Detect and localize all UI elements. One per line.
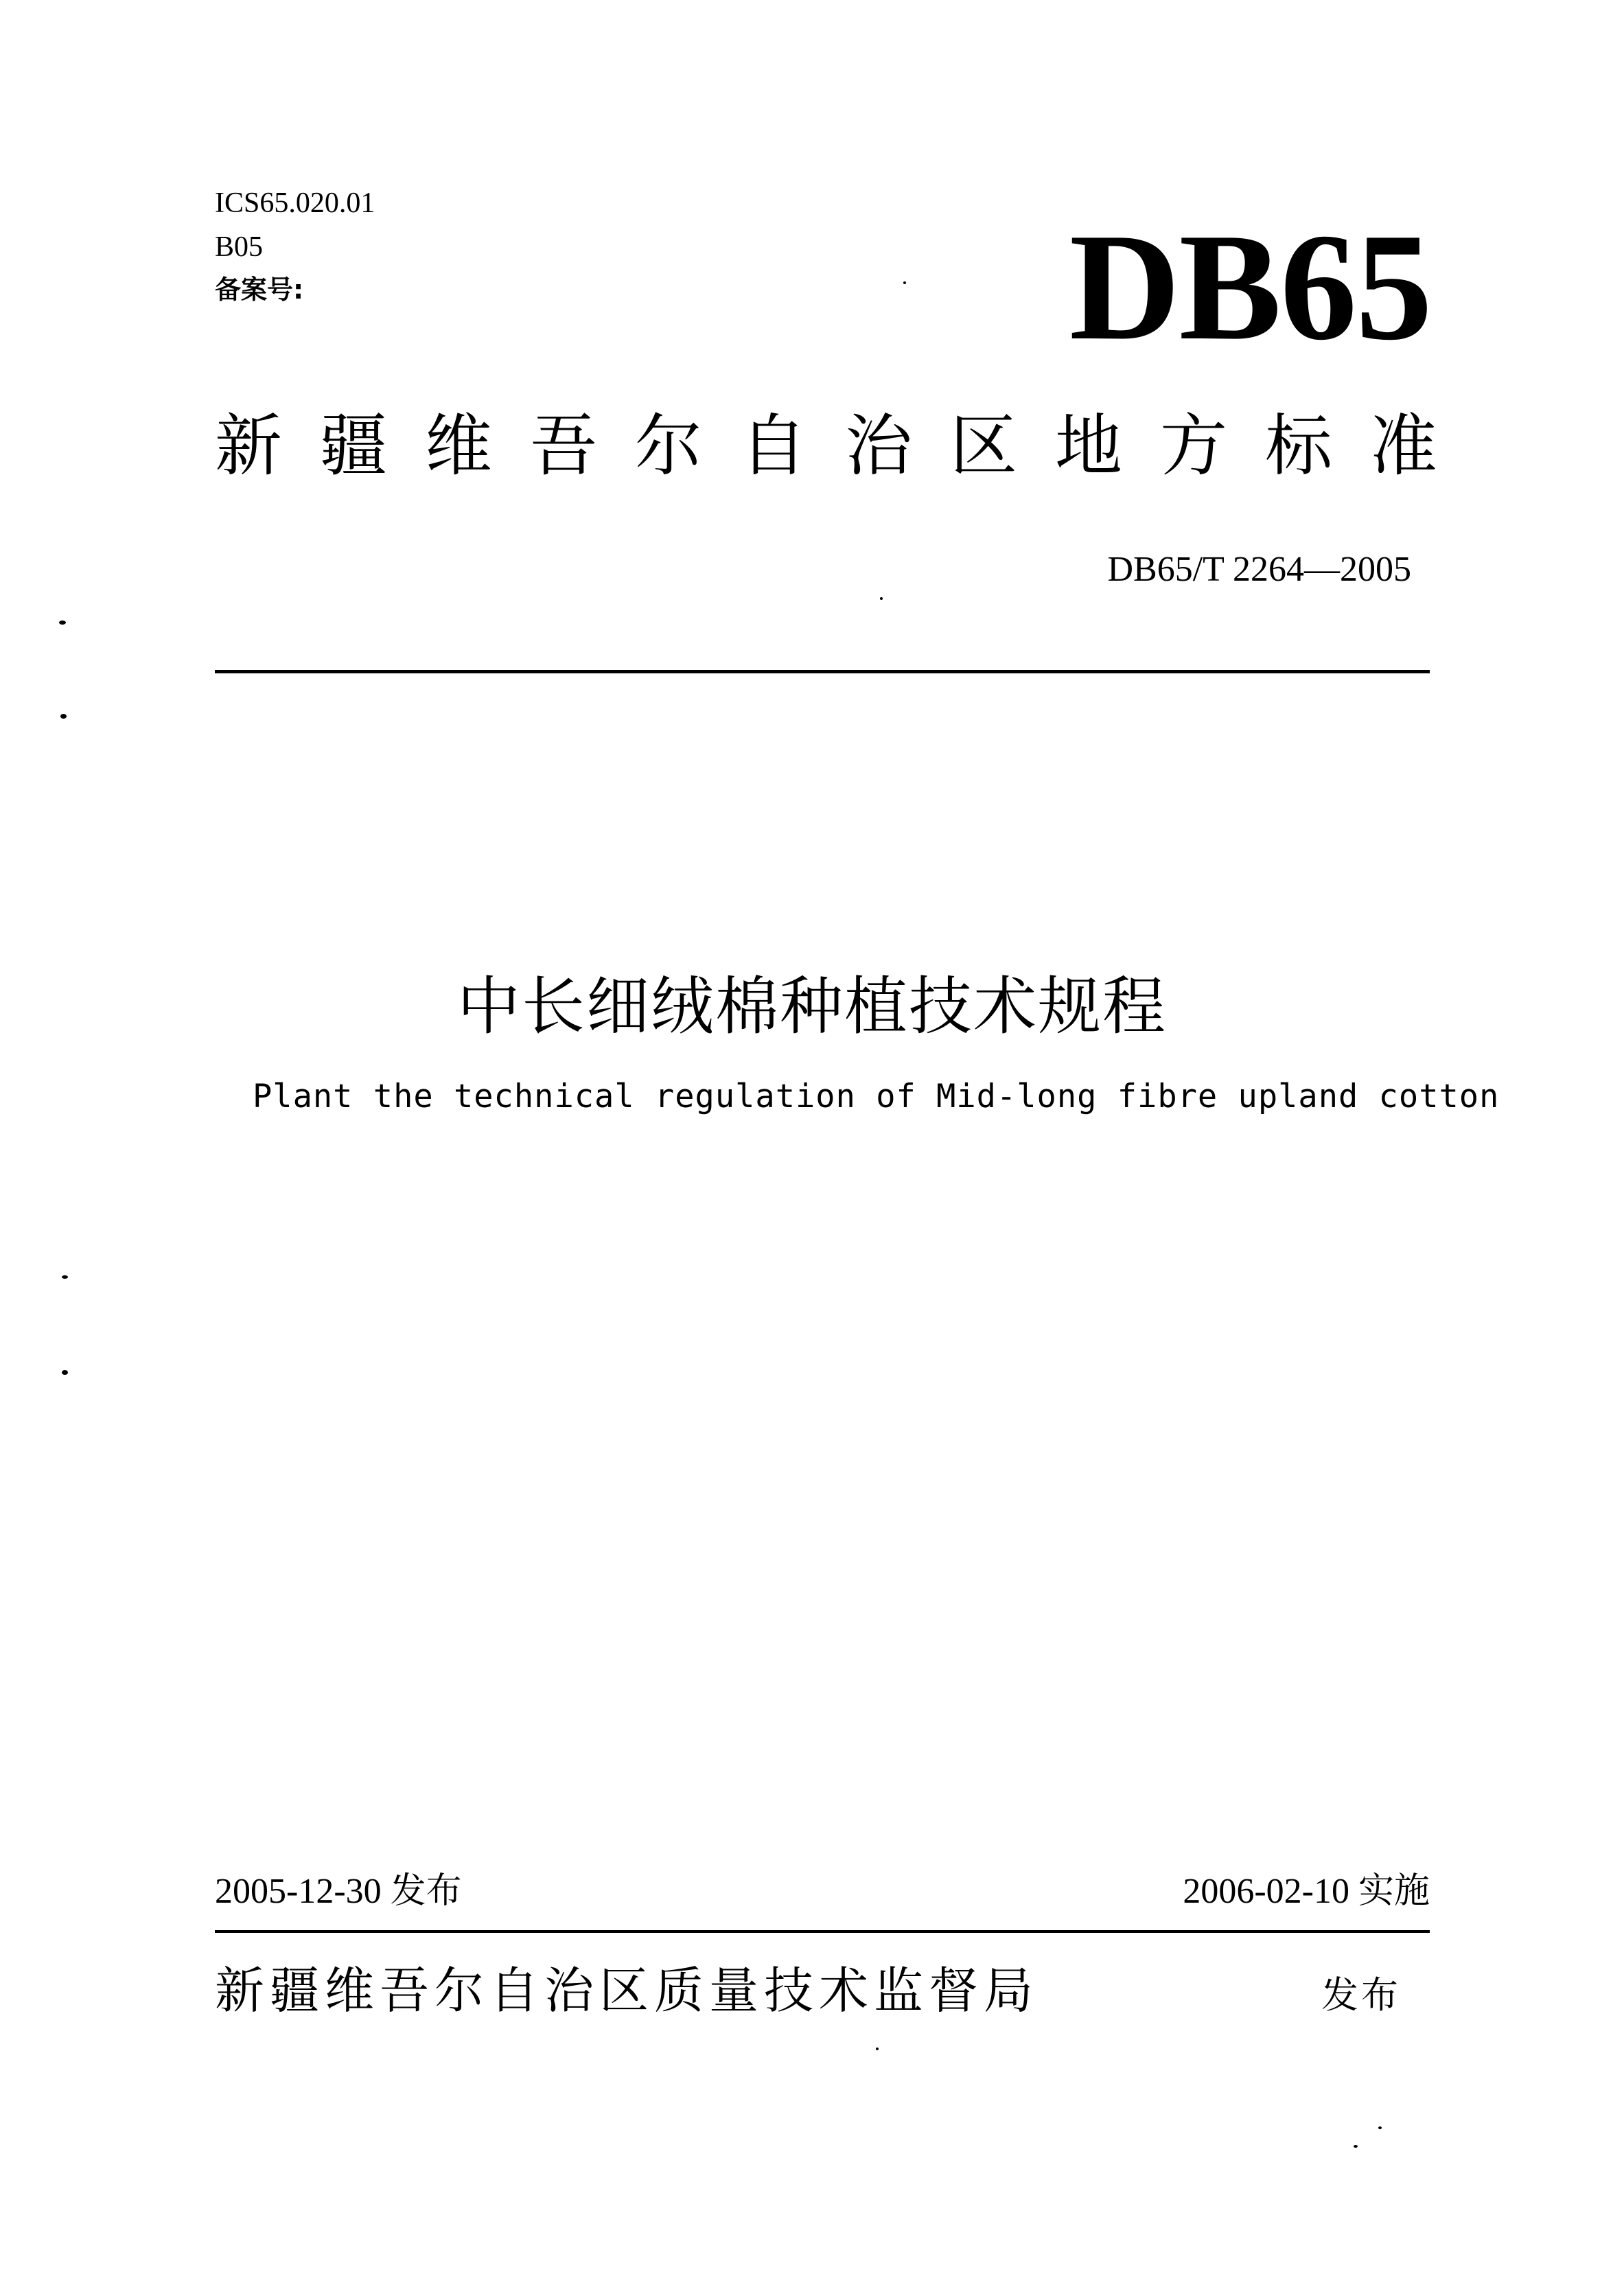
scan-speck — [1378, 2126, 1382, 2129]
header-divider — [215, 670, 1430, 673]
classification-code: B05 — [215, 231, 264, 263]
scan-speck — [62, 1370, 68, 1375]
issuing-authority: 新疆维吾尔自治区质量技术监督局 — [215, 1962, 1039, 2019]
standard-type-heading: 新疆维吾尔自治区地方标准 — [215, 407, 1476, 485]
scan-speck — [62, 1275, 68, 1279]
document-title-en: Plant the technical regulation of Mid-long fibre upland cotton — [253, 1078, 1500, 1115]
scan-speck — [60, 714, 67, 719]
db-logo: DB65 — [1069, 202, 1431, 372]
scan-speck — [880, 597, 883, 600]
scan-speck — [876, 2048, 879, 2050]
document-title-zh: 中长细绒棉种植技术规程 — [456, 970, 1167, 1043]
scan-speck — [903, 281, 906, 284]
standard-number: DB65/T 2264—2005 — [1107, 550, 1411, 589]
scan-speck — [59, 621, 66, 625]
implementation-date: 2006-02-10 实施 — [1183, 1872, 1430, 1911]
footer-divider — [215, 1930, 1430, 1933]
filing-number-label: 备案号: — [215, 275, 304, 305]
ics-code: ICS65.020.01 — [215, 187, 375, 219]
issuer-suffix: 发布 — [1321, 1973, 1401, 2017]
issue-date: 2005-12-30 发布 — [215, 1872, 462, 1911]
scan-speck — [1354, 2145, 1358, 2148]
